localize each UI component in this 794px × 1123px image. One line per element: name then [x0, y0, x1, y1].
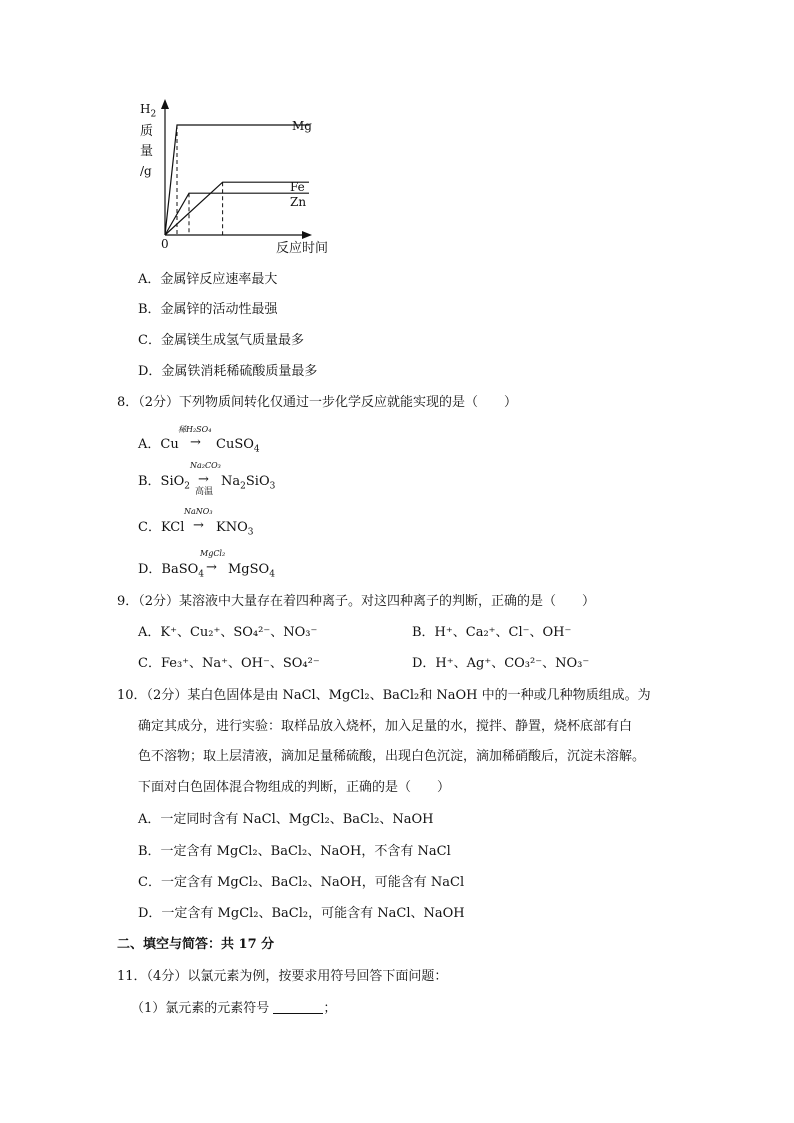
q8-stem: 8．（2分）下列物质间转化仅通过一步化学反应就能实现的是（ ）: [117, 395, 518, 410]
q10-stem-line4: 下面对白色固体混合物组成的判断，正确的是（ ）: [138, 780, 451, 795]
q8-c-arrow: →: [193, 518, 204, 533]
q8-a-reagent: 稀H₂SO₄: [178, 425, 212, 434]
section-two-title: 二、填空与简答：共 17 分: [117, 937, 275, 952]
q10-option-c: C．一定含有 MgCl₂、BaCl₂、NaOH，可能含有 NaCl: [138, 875, 465, 890]
q8-option-c: [138, 508, 338, 538]
series-label-mg: Mg: [292, 119, 312, 133]
q8-c-product: $KNO_3$: [216, 520, 254, 538]
q8-d-reactant: D．BaSO$_4$: [138, 562, 205, 580]
q10-option-a: A．一定同时含有 NaCl、MgCl₂、BaCl₂、NaOH: [138, 812, 434, 827]
q7-option-a: A．金属锌反应速率最大: [138, 272, 278, 287]
q11-stem: 11．（4分）以氯元素为例，按要求用符号回答下面问题：: [117, 969, 448, 984]
series-label-fe: Fe: [290, 180, 305, 194]
y-axis-arrow: [161, 99, 169, 109]
q10-option-d: D．一定含有 MgCl₂、BaCl₂，可能含有 NaCl、NaOH: [138, 906, 465, 921]
series-line-mg: [165, 125, 309, 235]
q9-option-d: D．H⁺、Ag⁺、CO₃²⁻、NO₃⁻: [412, 656, 590, 671]
h2-mass-chart: [130, 95, 350, 265]
q11-answer-blank[interactable]: [273, 1001, 323, 1014]
q7-option-c: C．金属镁生成氢气质量最多: [138, 333, 304, 348]
q10-stem-line1: 10．（2分）某白色固体是由 NaCl、MgCl₂、BaCl₂和 NaOH 中的一种或几种物质组成。为: [117, 688, 651, 703]
q8-option-b: [138, 462, 338, 502]
q10-option-b: B．一定含有 MgCl₂、BaCl₂、NaOH，不含有 NaCl: [138, 844, 451, 859]
q7-option-d: D．金属铁消耗稀硫酸质量最多: [138, 364, 318, 379]
q9-stem: 9．（2分）某溶液中大量存在着四种离子。对这四种离子的判断，正确的是（ ）: [117, 594, 596, 609]
q8-a-reactant: A．Cu: [138, 437, 179, 452]
q10-stem-line2: 确定其成分，进行实验：取样品放入烧杯，加入足量的水，搅拌、静置，烧杯底部有白: [138, 719, 633, 734]
q8-b-reagent: Na₂CO₃: [190, 461, 221, 470]
q8-a-product: CuSO$_4$: [216, 437, 260, 455]
y-axis-label-unit: /g: [140, 164, 152, 178]
y-axis-label-liang: 量: [140, 144, 154, 159]
y-axis-label-zhi: 质: [140, 124, 154, 139]
series-label-zn: Zn: [290, 195, 307, 209]
q8-c-reactant: C．KCl: [138, 520, 185, 535]
q8-d-arrow: →: [206, 560, 217, 575]
q11-sub1-text: （1）氯元素的元素符号: [131, 1001, 270, 1016]
x-axis-arrow: [302, 231, 312, 239]
q8-c-reagent: NaNO₃: [184, 507, 213, 516]
origin-label: 0: [161, 237, 169, 251]
q11-sub1-end: ；: [323, 1001, 337, 1016]
x-axis-label: 反应时间: [276, 241, 329, 256]
series-line-zn: [165, 193, 309, 235]
q9-option-a: A．K⁺、Cu₂⁺、SO₄²⁻、NO₃⁻: [138, 625, 318, 640]
q8-d-reagent: MgCl₂: [200, 549, 226, 558]
q8-a-arrow: →: [190, 435, 201, 450]
series-line-fe: [165, 182, 309, 235]
q9-option-c: C．Fe₃⁺、Na⁺、OH⁻、SO₄²⁻: [138, 656, 320, 671]
q9-option-b: B．H⁺、Ca₂⁺、Cl⁻、OH⁻: [412, 625, 572, 640]
q8-option-d: [138, 550, 338, 580]
q8-option-a: [138, 426, 338, 456]
q8-b-arrow: →: [198, 472, 209, 487]
q11-sub1: [131, 1001, 336, 1015]
y-axis-label-h2: $H_2$: [140, 102, 157, 120]
q8-b-condition: 高温: [195, 487, 214, 497]
q8-b-reactant: B．SiO$_2$: [138, 474, 191, 492]
q7-option-b: B．金属锌的活动性最强: [138, 302, 278, 317]
q10-stem-line3: 色不溶物；取上层清液，滴加足量稀硫酸，出现白色沉淀，滴加稀硝酸后，沉淀未溶解。: [138, 749, 646, 764]
q8-b-product: $Na_2SiO_3$: [221, 474, 276, 492]
q8-d-product: MgSO$_4$: [228, 562, 275, 580]
